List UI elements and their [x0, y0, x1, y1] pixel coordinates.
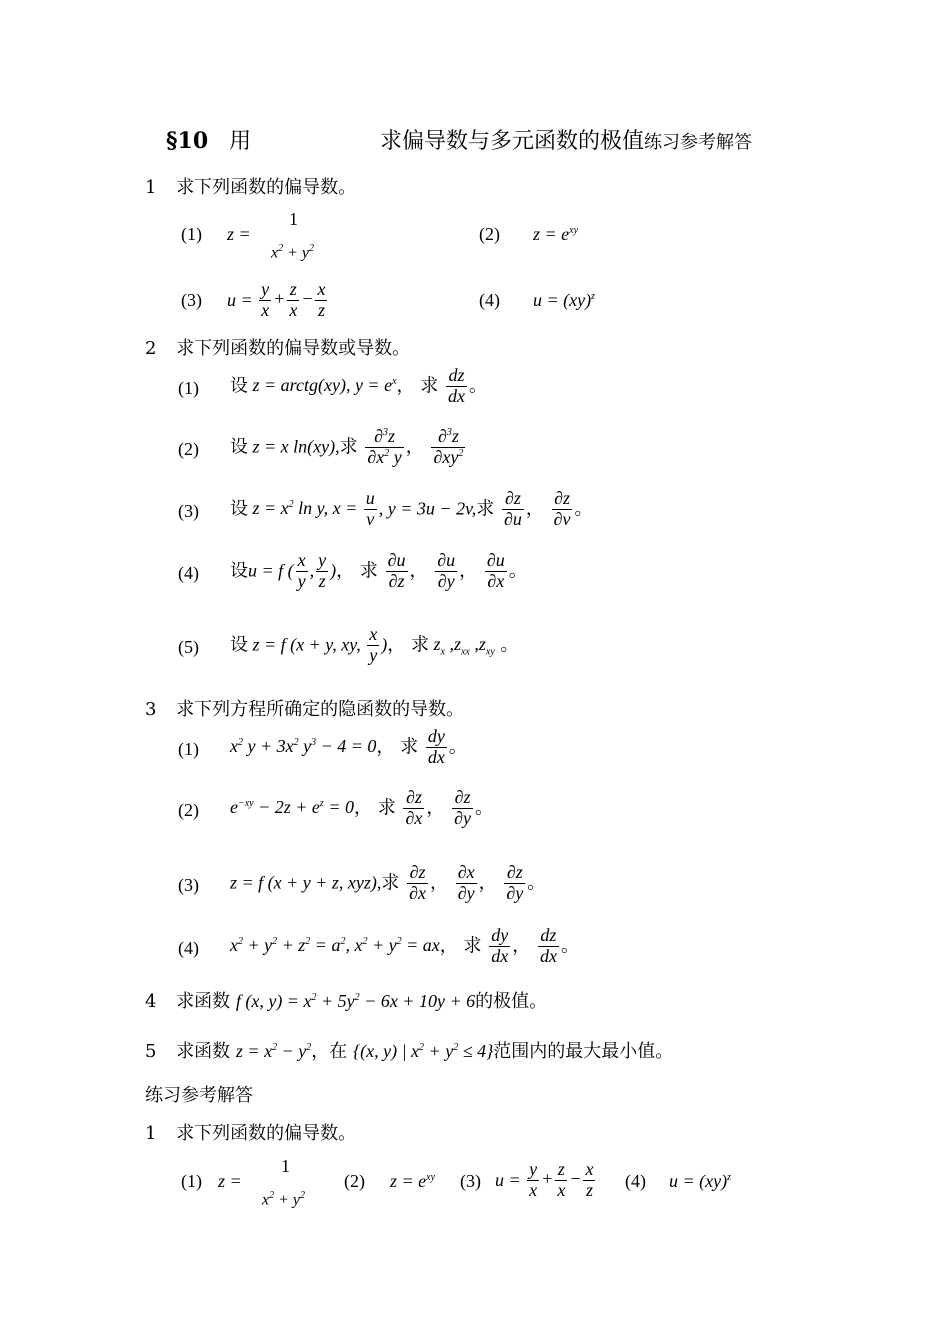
q2-p4-expr: 设u = f ( $\frac{x}{y}$ , $\frac{y}{z}$ )， 求 $\frac{\partial u}{\partial z}$ ， $\frac{\partial u}{\partial y}$ ， $\frac{\partial u}{\partial x}$ 。 — [230, 550, 527, 591]
question-4: 4 求函数 f (x, $y) = x^2 + 5y^2 - 6x + 10y + 6$的极值。 — [145, 991, 548, 1012]
q2-p2-expr: 设 z = x ln(xy),求 $\frac{\partial^3z}{\partial x^2 y}$ ， $\frac{\partial^3z}{\partial xy^2}$ — [230, 426, 464, 467]
q1-p2-label: (2) — [479, 224, 500, 244]
q3-p4-label: (4) — [178, 938, 199, 958]
q3-p2-expr: $e^{-xy} - 2z + e^z = 0$， 求 $\frac{\partial z}{\partial x}$ ， $\frac{\partial z}{\partial y}$ 。 — [230, 787, 493, 828]
ans-p4-expr: u = (xy)$^z$ — [669, 1171, 732, 1191]
q1-p1-numerator: 1 — [289, 209, 298, 229]
q5-text-before: 求函数 — [176, 1041, 231, 1062]
q3-p4-expr: $x^2 + y^2 + z^2 = a^2$, $x^2 + y^2$ = ax， 求 $\frac{dy}{dx}$ ， $\frac{dz}{dx}$ 。 — [230, 925, 579, 966]
q1-p2-expr: $z = e^{xy}$ — [533, 224, 579, 244]
ans-p1-label: (1) — [181, 1171, 202, 1191]
q3-text: 求下列方程所确定的隐函数的导数。 — [176, 699, 465, 720]
word-qiu: 求 — [420, 375, 439, 397]
ans-p2-expr: $z = e^{xy}$ — [390, 1171, 436, 1191]
q2-p5-label: (5) — [178, 637, 199, 657]
answers-q1-heading — [145, 1119, 356, 1145]
page-title-main — [380, 124, 752, 155]
title-word: 用 — [229, 129, 252, 154]
ans-p1-numerator: 1 — [281, 1156, 290, 1176]
q3-p3-expr: z = f (x + y + z, xyz),求 $\frac{\partial z}{\partial x}$ ， $\frac{\partial x}{\partial y}$ ， $\frac{\partial z}{\partial y}$ 。 — [230, 862, 546, 903]
q1-text: 求下列函数的偏导数。 — [176, 177, 357, 198]
ans-p3-expr: u = $\frac{y}{x}$ + $\frac{z}{x}$ − $\frac{x}{z}$ — [495, 1159, 594, 1200]
page-title — [166, 124, 251, 155]
q5-number: 5 — [145, 1041, 157, 1062]
q2-p3-expr: 设 $z = x^2$ ln y, x = $\frac{u}{v}$ , y = 3u − 2v,求 $\frac{\partial z}{\partial u}$ ， $\frac{\partial z}{\partial v}$ 。 — [230, 488, 593, 529]
ans-p4-label: (4) — [625, 1171, 646, 1191]
q1-p3-expr: u = $\frac{y}{x}$ + $\frac{z}{x}$ − $\frac{x}{z}$ — [227, 279, 326, 320]
answers-q1-text: 求下列函数的偏导数。 — [176, 1123, 357, 1144]
q5-text-mid: ，在 — [311, 1041, 348, 1062]
question-3-heading — [145, 695, 464, 721]
ans-p3-label: (3) — [460, 1171, 481, 1191]
ans-p2-label: (2) — [344, 1171, 365, 1191]
q2-p2-label: (2) — [178, 439, 199, 459]
q2-p1-expr: 设 z = arctg(xy), $y = e^x$， 求 $\frac{dz}{dx}$ 。 — [230, 365, 487, 406]
title-suffix: 练习参考解答 — [644, 132, 753, 153]
q3-p1-expr: $x^2$ $y + 3x^2$ $y^3 - 4 = 0$， 求 $\frac{dy}{dx}$ 。 — [230, 726, 467, 767]
ans-p1-expr: z = — [218, 1171, 242, 1191]
ans-p1-denominator: $x^2 + y^2$ — [262, 1190, 306, 1209]
answers-heading: 练习参考解答 — [145, 1085, 253, 1106]
q3-number: 3 — [145, 699, 157, 720]
q1-p3-label: (3) — [181, 290, 202, 310]
q1-number: 1 — [145, 177, 157, 198]
q4-text-after: 的极值。 — [475, 991, 548, 1012]
question-5: 5 求函数 $z = x^2 - y^2$，在 {(x, y) | $x^2 + y^2 \le 4$}范围内的最大最小值。 — [145, 1041, 674, 1062]
q1-p1-denominator: $x^2 + y^2$ — [271, 243, 315, 262]
q1-p1-label: (1) — [181, 224, 202, 244]
q5-text-after: 范围内的最大最小值。 — [493, 1041, 674, 1062]
q2-p5-expr: 设 z = f (x + y, xy, $\frac{x}{y}$ )， 求 $z_x$ $,z_{xx}$ $,z_{xy}$ 。 — [230, 624, 519, 665]
question-1-heading — [145, 173, 356, 199]
answers-q1-number: 1 — [145, 1123, 157, 1144]
q3-p2-label: (2) — [178, 800, 199, 820]
q2-p3-label: (3) — [178, 501, 199, 521]
title-main-text: 求偏导数与多元函数的极值 — [380, 129, 645, 154]
q2-number: 2 — [145, 338, 157, 359]
section-number: §10 — [166, 128, 209, 154]
q2-text: 求下列函数的偏导数或导数。 — [176, 338, 411, 359]
q1-p1-expr: z = — [227, 224, 251, 244]
question-2-heading — [145, 334, 410, 360]
q4-text-before: 求函数 — [176, 991, 231, 1012]
word-she: 设 — [230, 375, 248, 397]
q3-p3-label: (3) — [178, 875, 199, 895]
q1-p4-label: (4) — [479, 290, 500, 310]
q1-p4-expr: u = (xy)$^z$ — [533, 290, 596, 310]
q2-p1-label: (1) — [178, 378, 199, 398]
q2-p4-label: (4) — [178, 563, 199, 583]
q3-p1-label: (1) — [178, 739, 199, 759]
q4-number: 4 — [145, 991, 157, 1012]
